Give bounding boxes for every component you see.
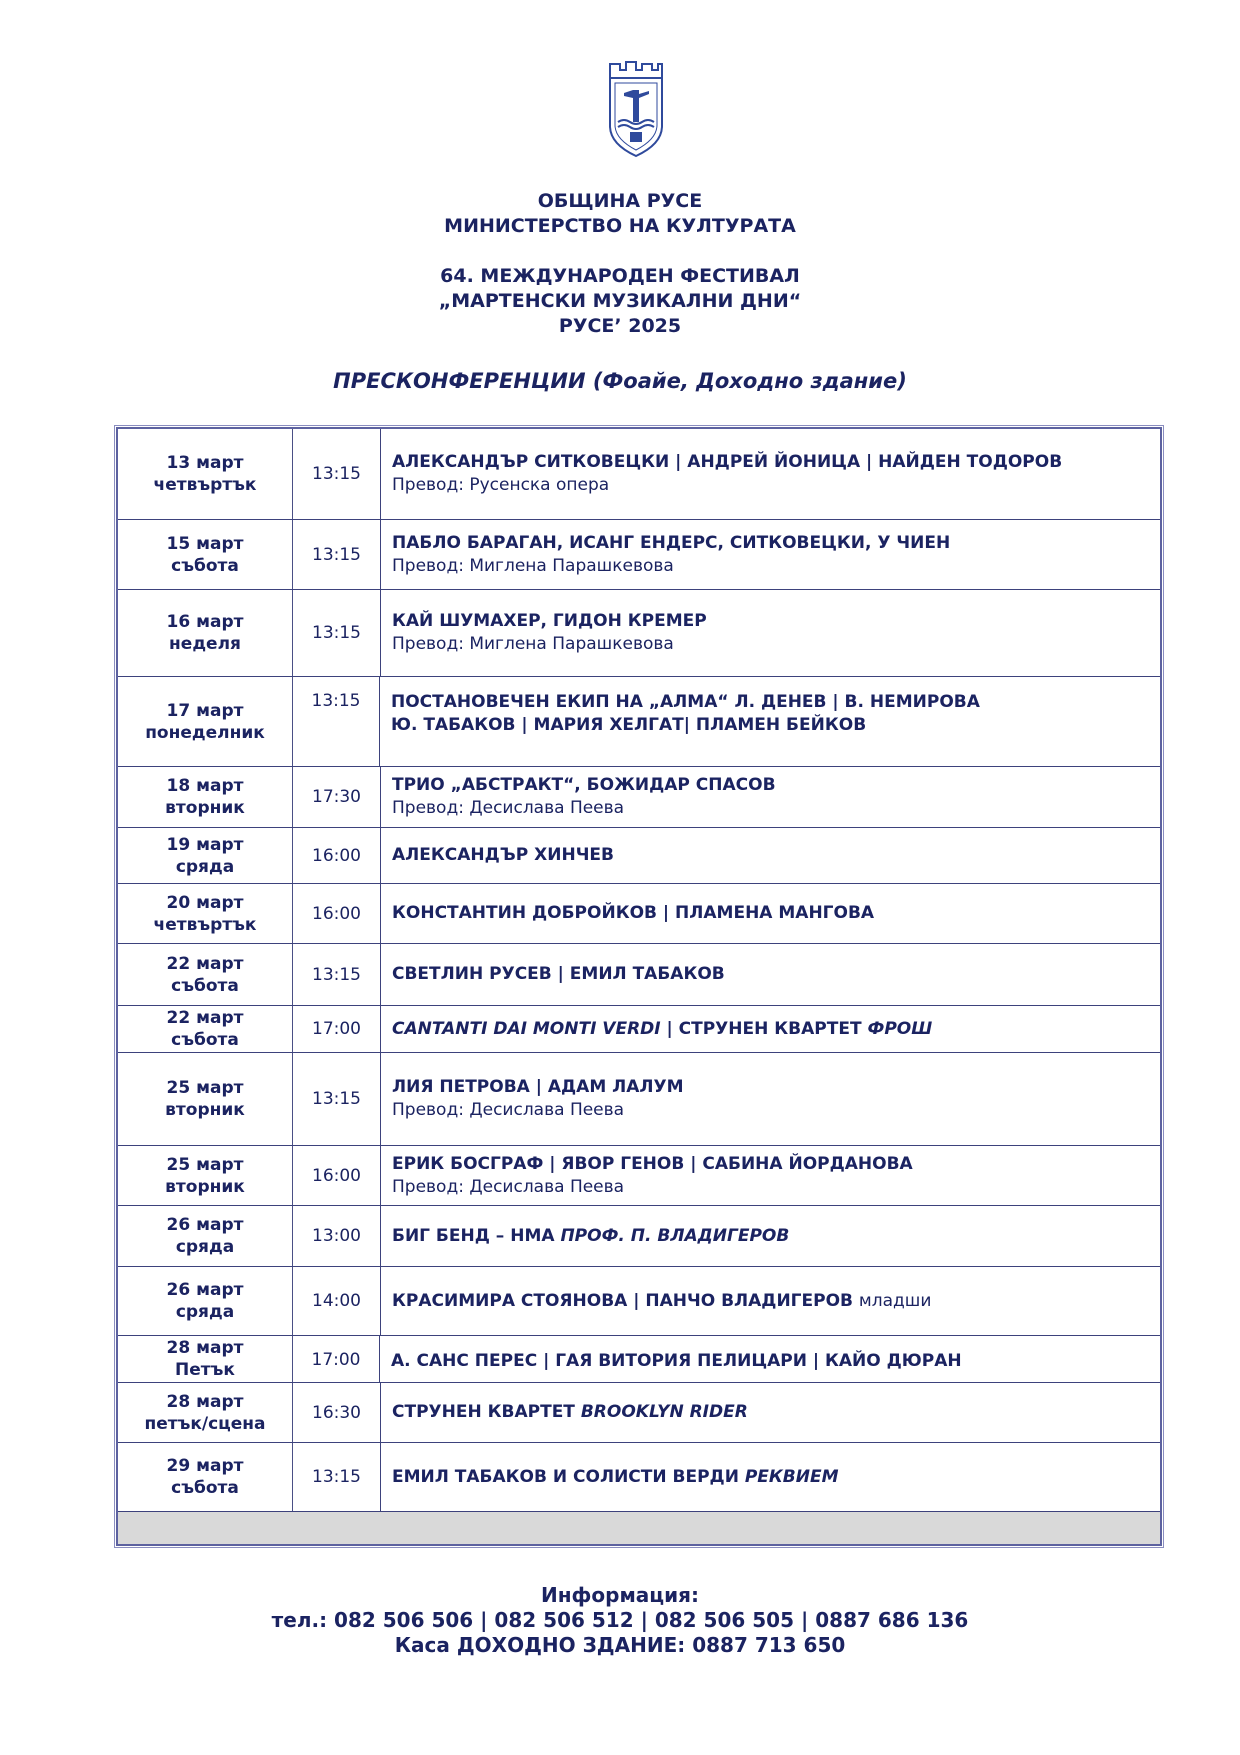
time-label: 13:15: [312, 544, 361, 565]
participants-cell: [381, 590, 1160, 676]
participants-line: [392, 1153, 1160, 1176]
participants-segment: ФРОШ: [867, 1018, 933, 1039]
time-cell: [293, 1053, 381, 1145]
time-label: 17:00: [311, 1350, 361, 1370]
table-row: [118, 944, 1160, 1006]
date-label: 15 март: [166, 533, 244, 554]
participants-line: [392, 1401, 1160, 1424]
time-cell: [293, 520, 381, 589]
participants-cell: [381, 1206, 1160, 1266]
participants-segment: BROOKLYN RIDER: [580, 1402, 748, 1422]
date-label: 28 март: [166, 1391, 244, 1412]
date-label: 18 март: [166, 776, 244, 796]
participants-segment: РЕКВИЕМ: [744, 1466, 839, 1487]
weekday-label: сряда: [175, 1237, 235, 1257]
table-row: [118, 1267, 1160, 1336]
participants-segment: ПРОФ. П. ВЛАДИГЕРОВ: [560, 1225, 790, 1246]
participants-segment: CANTANTI DAI MONTI VERDI: [392, 1018, 661, 1039]
weekday-label: четвъртък: [153, 475, 257, 495]
participants-cell: [381, 1146, 1160, 1205]
weekday-label: събота: [171, 1030, 239, 1050]
page-title: ПРЕСКОНФЕРЕНЦИИ (Фоайе, Доходно здание): [333, 369, 907, 393]
weekday-label: вторник: [165, 1176, 245, 1197]
date-label: 17 март: [166, 700, 244, 721]
participants-cell: [381, 1006, 1160, 1052]
participants-segment: СВЕТЛИН РУСЕВ | ЕМИЛ ТАБАКОВ: [392, 964, 725, 984]
date-label: 16 март: [166, 612, 244, 632]
participants-cell: [381, 1383, 1160, 1442]
date-cell: [118, 1206, 293, 1266]
date-cell: [118, 520, 293, 589]
empty-footer-row: [118, 1512, 1160, 1544]
participants-segment: ЛИЯ ПЕТРОВА | АДАМ ЛАЛУМ: [392, 1077, 684, 1097]
time-cell: [293, 1443, 381, 1511]
translation-note: Превод: Миглена Парашкевова: [392, 634, 674, 654]
date-cell: [118, 590, 293, 676]
table-row: [118, 1443, 1160, 1512]
time-label: 13:15: [312, 1467, 361, 1487]
participants-line: [392, 1290, 1160, 1313]
schedule-table: [116, 427, 1162, 1546]
participants-line: [392, 902, 1160, 925]
time-cell: [293, 1006, 381, 1052]
weekday-label: вторник: [165, 798, 245, 818]
time-cell: [293, 1267, 381, 1335]
participants-line: [392, 774, 1160, 797]
participants-line: [392, 1225, 1160, 1248]
participants-cell: [380, 677, 1160, 766]
participants-line: [392, 844, 1160, 867]
participants-segment: А. САНС ПЕРЕС | ГАЯ ВИТОРИЯ ПЕЛИЦАРИ | КАЙО ДЮРАН: [391, 1351, 962, 1371]
weekday-label: събота: [171, 975, 239, 996]
participants-cell: [381, 944, 1160, 1005]
date-cell: [118, 944, 293, 1005]
weekday-label: петък/сцена: [144, 1413, 266, 1434]
date-cell: [118, 1267, 293, 1335]
translation-note: Превод: Десислава Пеева: [392, 1100, 625, 1120]
table-row: [118, 520, 1160, 590]
date-cell: [118, 828, 293, 883]
participants-segment: | СТРУНЕН КВАРТЕТ: [660, 1018, 868, 1039]
participants-segment: АЛЕКСАНДЪР ХИНЧЕВ: [392, 845, 615, 865]
date-cell: [118, 677, 293, 766]
time-cell: [293, 944, 381, 1005]
date-cell: [118, 884, 293, 943]
weekday-label: вторник: [165, 1100, 245, 1120]
weekday-label: събота: [171, 555, 239, 576]
time-label: 13:15: [312, 464, 361, 484]
participants-segment: ПАБЛО БАРАГАН, ИСАНГ ЕНДЕРС, СИТКОВЕЦКИ, У ЧИЕН: [392, 532, 951, 553]
time-label: 13:15: [311, 691, 361, 711]
participants-cell: [380, 1336, 1160, 1382]
time-label: 13:00: [312, 1226, 361, 1246]
participants-segment: Ю. ТАБАКОВ | МАРИЯ ХЕЛГАТ| ПЛАМЕН БЕЙКОВ: [391, 715, 867, 735]
weekday-label: събота: [171, 1478, 239, 1498]
participants-cell: [381, 1053, 1160, 1145]
date-label: 20 март: [166, 892, 244, 913]
time-label: 16:00: [312, 903, 361, 924]
date-cell: [118, 1006, 293, 1052]
translation-note: Превод: Десислава Пеева: [392, 1176, 625, 1197]
date-label: 29 март: [166, 1456, 244, 1476]
time-label: 17:00: [312, 1019, 361, 1039]
participants-segment: КРАСИМИРА СТОЯНОВА | ПАНЧО ВЛАДИГЕРОВ: [392, 1290, 859, 1311]
participants-cell: [381, 520, 1160, 589]
participants-segment: младши: [858, 1290, 932, 1311]
weekday-label: Петък: [175, 1360, 235, 1380]
time-label: 13:15: [312, 623, 361, 643]
date-cell: [118, 429, 293, 519]
date-label: 13 март: [166, 453, 244, 473]
time-label: 13:15: [312, 1089, 361, 1109]
table-row: [118, 1146, 1160, 1206]
table-row: [118, 828, 1160, 884]
time-label: 17:30: [312, 787, 361, 807]
participants-segment: ЕРИК БОСГРАФ | ЯВОР ГЕНОВ | САБИНА ЙОРДАНОВА: [392, 1153, 913, 1174]
participants-line: [391, 691, 1160, 714]
footer-info-label: Информация:: [541, 1583, 699, 1607]
date-cell: [118, 1383, 293, 1442]
header-ministry: МИНИСТЕРСТВО НА КУЛТУРАТА: [444, 215, 796, 237]
table-row: [118, 1336, 1160, 1383]
date-label: 25 март: [166, 1154, 244, 1175]
participants-cell: [381, 1267, 1160, 1335]
table-row: [118, 1383, 1160, 1443]
table-row: [118, 677, 1160, 767]
participants-segment: СТРУНЕН КВАРТЕТ: [392, 1402, 581, 1422]
table-row: [118, 590, 1160, 677]
translation-note: Превод: Русенска опера: [392, 475, 610, 495]
date-cell: [118, 1336, 293, 1382]
participants-cell: [381, 429, 1160, 519]
time-cell: [293, 590, 381, 676]
date-cell: [118, 767, 293, 827]
weekday-label: сряда: [175, 1302, 235, 1322]
participants-cell: [381, 828, 1160, 883]
weekday-label: неделя: [169, 634, 241, 654]
participants-segment: КАЙ ШУМАХЕР, ГИДОН КРЕМЕР: [392, 611, 707, 631]
participants-segment: ПОСТАНОВЕЧЕН ЕКИП НА „АЛМА“ Л. ДЕНЕВ | В. НЕМИРОВА: [391, 692, 980, 712]
header-municipality: ОБЩИНА РУСЕ: [537, 190, 703, 212]
participants-segment: КОНСТАНТИН ДОБРОЙКОВ | ПЛАМЕНА МАНГОВА: [392, 903, 875, 923]
table-row: [118, 1053, 1160, 1146]
participants-segment: ЕМИЛ ТАБАКОВ И СОЛИСТИ ВЕРДИ: [392, 1466, 745, 1487]
date-cell: [118, 1443, 293, 1511]
participants-line: [392, 1466, 1160, 1489]
time-cell: [293, 677, 380, 766]
time-cell: [293, 767, 381, 827]
participants-cell: [381, 884, 1160, 943]
date-label: 26 март: [166, 1280, 244, 1300]
weekday-label: понеделник: [145, 722, 265, 743]
footer-info: [0, 1583, 1240, 1658]
date-label: 22 март: [166, 953, 244, 974]
participants-cell: [381, 767, 1160, 827]
participants-line: [392, 1018, 1160, 1041]
weekday-label: четвъртък: [153, 914, 257, 935]
participants-line: [391, 1350, 1160, 1373]
translation-note: Превод: Миглена Парашкевова: [392, 555, 674, 576]
participants-cell: [381, 1443, 1160, 1511]
footer-phones: тел.: 082 506 506 | 082 506 512 | 082 506 505 | 0887 686 136: [271, 1608, 969, 1632]
date-label: 28 март: [166, 1338, 244, 1358]
participants-segment: БИГ БЕНД – НМА: [392, 1225, 561, 1246]
footer-box-office: Каса ДОХОДНО ЗДАНИЕ: 0887 713 650: [394, 1633, 846, 1657]
participants-line: [392, 610, 1160, 633]
time-cell: [293, 1383, 381, 1442]
time-label: 13:15: [312, 964, 361, 985]
time-cell: [293, 884, 381, 943]
weekday-label: сряда: [175, 856, 235, 877]
time-label: 16:30: [312, 1402, 361, 1423]
table-row: [118, 1006, 1160, 1053]
participants-segment: АЛЕКСАНДЪР СИТКОВЕЦКИ | АНДРЕЙ ЙОНИЦА | НАЙДЕН ТОДОРОВ: [392, 452, 1063, 472]
date-label: 19 март: [166, 834, 244, 855]
time-cell: [293, 1336, 380, 1382]
table-row: [118, 1206, 1160, 1267]
date-label: 25 март: [166, 1078, 244, 1098]
time-label: 14:00: [312, 1291, 361, 1311]
time-cell: [293, 1146, 381, 1205]
date-label: 26 март: [166, 1215, 244, 1235]
participants-line: [392, 532, 1160, 555]
date-cell: [118, 1146, 293, 1205]
participants-segment: ТРИО „АБСТРАКТ“, БОЖИДАР СПАСОВ: [392, 775, 776, 795]
time-cell: [293, 1206, 381, 1266]
translation-note: Превод: Десислава Пеева: [392, 798, 625, 818]
participants-line: [391, 714, 1160, 737]
header-festival: 64. МЕЖДУНАРОДЕН ФЕСТИВАЛ: [440, 265, 800, 287]
date-label: 22 март: [166, 1008, 244, 1028]
time-cell: [293, 429, 381, 519]
participants-line: [392, 1076, 1160, 1099]
time-label: 16:00: [312, 845, 361, 866]
coat-of-arms-logo: [606, 56, 666, 158]
time-cell: [293, 828, 381, 883]
header-festival-name: „МАРТЕНСКИ МУЗИКАЛНИ ДНИ“: [438, 290, 802, 312]
header-year: РУСЕ’ 2025: [558, 315, 682, 337]
table-row: [118, 767, 1160, 828]
date-cell: [118, 1053, 293, 1145]
time-label: 16:00: [312, 1165, 361, 1186]
table-row: [118, 429, 1160, 520]
participants-line: [392, 451, 1160, 474]
participants-line: [392, 963, 1160, 986]
table-row: [118, 884, 1160, 944]
